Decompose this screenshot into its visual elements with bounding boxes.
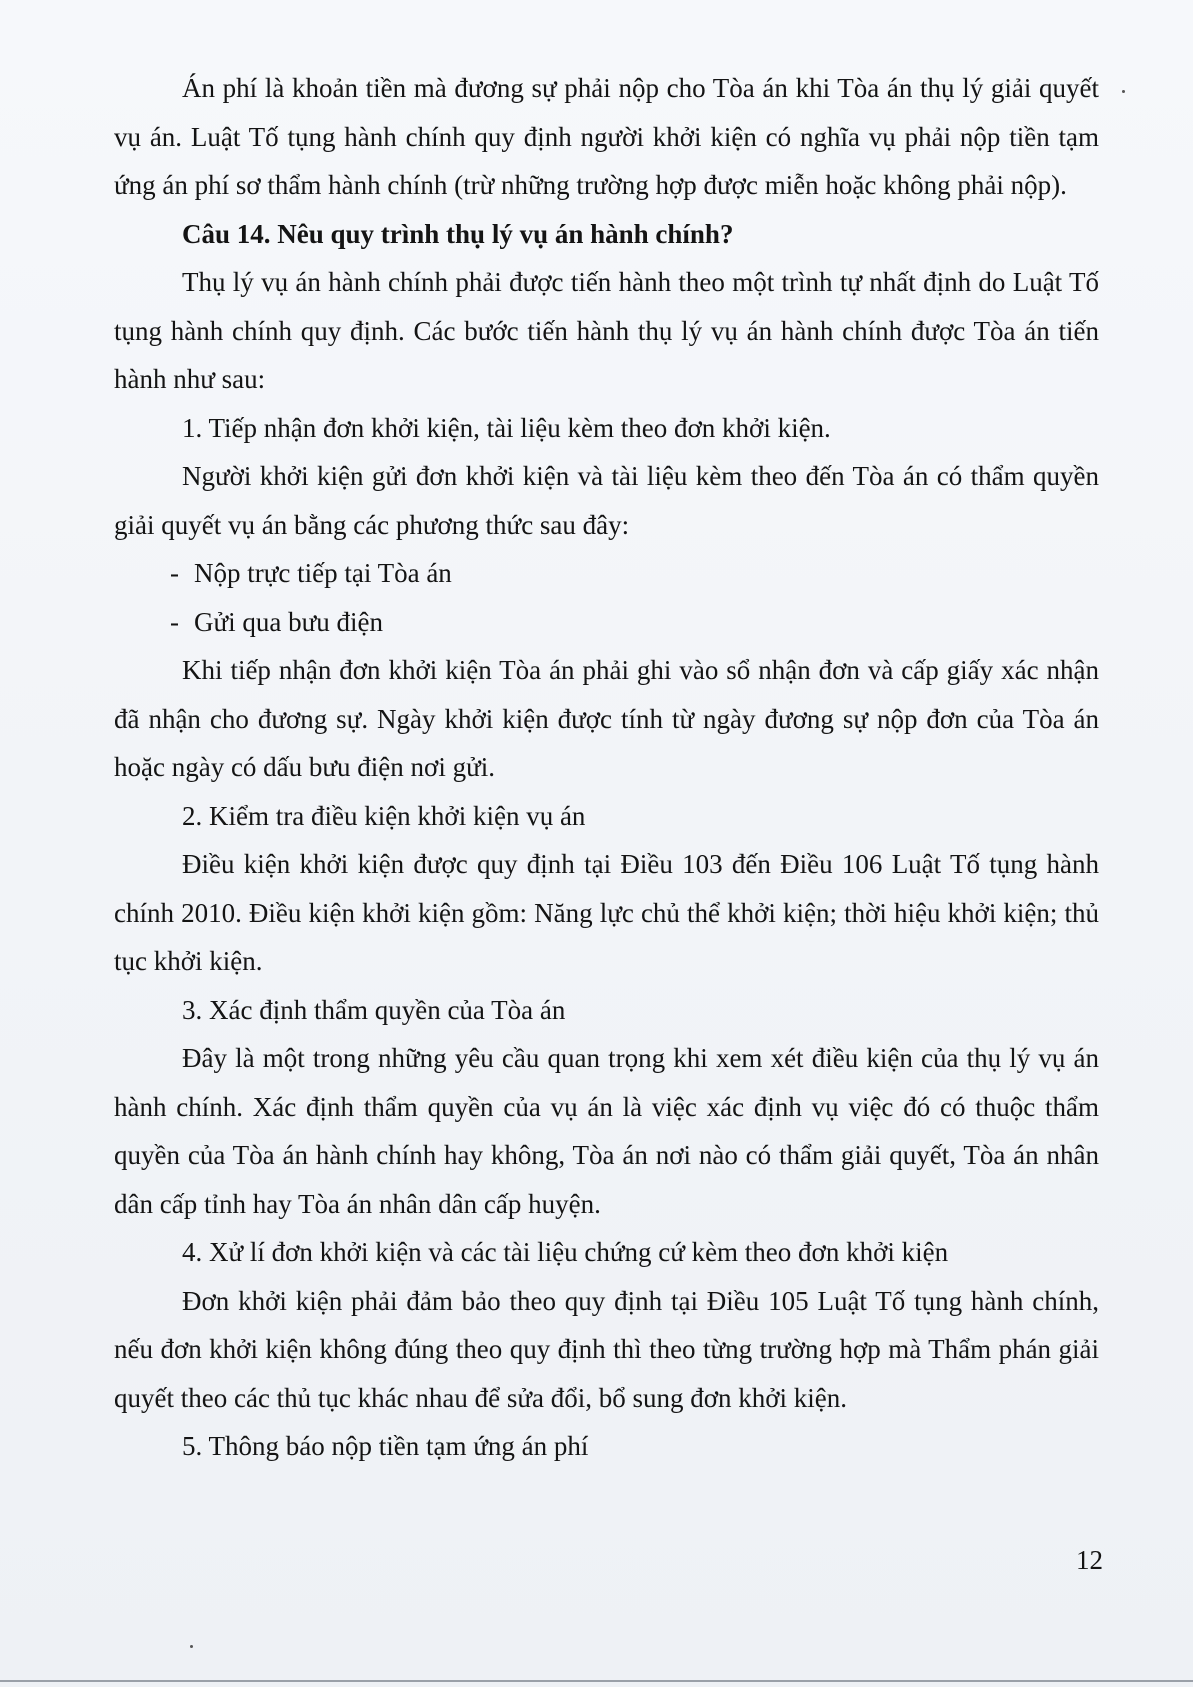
paragraph-jurisdiction: Đây là một trong những yêu cầu quan trọng khi xem xét điều kiện của thụ lý vụ án hành chính. Xác định thẩm quyền của vụ án là việc xác định vụ việc đó có thuộc thẩm quyền của Tòa án hành chính hay không, Tòa án nơi nào có thẩm giải quyết, Tòa án nhân dân cấp tỉnh hay Tòa án nhân dân cấp huyện. — [114, 1043, 1099, 1219]
paragraph-receipt: Khi tiếp nhận đơn khởi kiện Tòa án phải ghi vào sổ nhận đơn và cấp giấy xác nhận đã nhận cho đương sự. Ngày khởi kiện được tính từ ngày đương sự nộp đơn của Tòa án hoặc ngày có dấu bưu điện nơi gửi. — [114, 655, 1099, 782]
paragraph-intro: Thụ lý vụ án hành chính phải được tiến hành theo một trình tự nhất định do Luật Tố tụng hành chính quy định. Các bước tiến hành thụ lý vụ án hành chính được Tòa án tiến hành như sau: — [114, 267, 1099, 394]
step-1-title: 1. Tiếp nhận đơn khởi kiện, tài liệu kèm theo đơn khởi kiện. — [182, 412, 831, 443]
question-14-heading: Câu 14. Nêu quy trình thụ lý vụ án hành chính? — [182, 218, 734, 249]
list-dash: - — [170, 606, 179, 637]
list-item-text: Gửi qua bưu điện — [194, 606, 383, 637]
list-item-post — [114, 598, 1099, 647]
scan-speck — [1122, 90, 1125, 93]
page-number: 12 — [1076, 1545, 1103, 1575]
scan-edge-line — [0, 1680, 1193, 1682]
document-body — [114, 64, 1099, 1471]
list-item-text: Nộp trực tiếp tại Tòa án — [194, 558, 452, 588]
step-4-title: 4. Xử lí đơn khởi kiện và các tài liệu chứng cứ kèm theo đơn khởi kiện — [182, 1237, 949, 1267]
step-3-title: 3. Xác định thẩm quyền của Tòa án — [182, 994, 566, 1025]
list-item-direct — [114, 549, 1099, 598]
step-5-title: 5. Thông báo nộp tiền tạm ứng án phí — [182, 1431, 589, 1461]
list-dash: - — [170, 558, 179, 588]
paragraph-court-fee: Án phí là khoản tiền mà đương sự phải nộp cho Tòa án khi Tòa án thụ lý giải quyết vụ án. Luật Tố tụng hành chính quy định người khởi kiện có nghĩa vụ phải nộp tiền tạm ứng án phí sơ thẩm hành chính (trừ những trường hợp được miễn hoặc không phải nộp). — [114, 73, 1099, 200]
paragraph-submission: Người khởi kiện gửi đơn khởi kiện và tài liệu kèm theo đến Tòa án có thẩm quyền giải quyết vụ án bằng các phương thức sau đây: — [114, 461, 1099, 540]
paragraph-petition-handling: Đơn khởi kiện phải đảm bảo theo quy định tại Điều 105 Luật Tố tụng hành chính, nếu đơn khởi kiện không đúng theo quy định thì theo từng trường hợp mà Thẩm phán giải quyết theo các thủ tục khác nhau để sửa đổi, bổ sung đơn khởi kiện. — [114, 1285, 1099, 1413]
scan-speck — [190, 1645, 193, 1648]
paragraph-conditions: Điều kiện khởi kiện được quy định tại Điều 103 đến Điều 106 Luật Tố tụng hành chính 2010. Điều kiện khởi kiện gồm: Năng lực chủ thể khởi kiện; thời hiệu khởi kiện; thủ tục khởi kiện. — [114, 849, 1099, 976]
step-2-title: 2. Kiểm tra điều kiện khởi kiện vụ án — [182, 800, 586, 831]
